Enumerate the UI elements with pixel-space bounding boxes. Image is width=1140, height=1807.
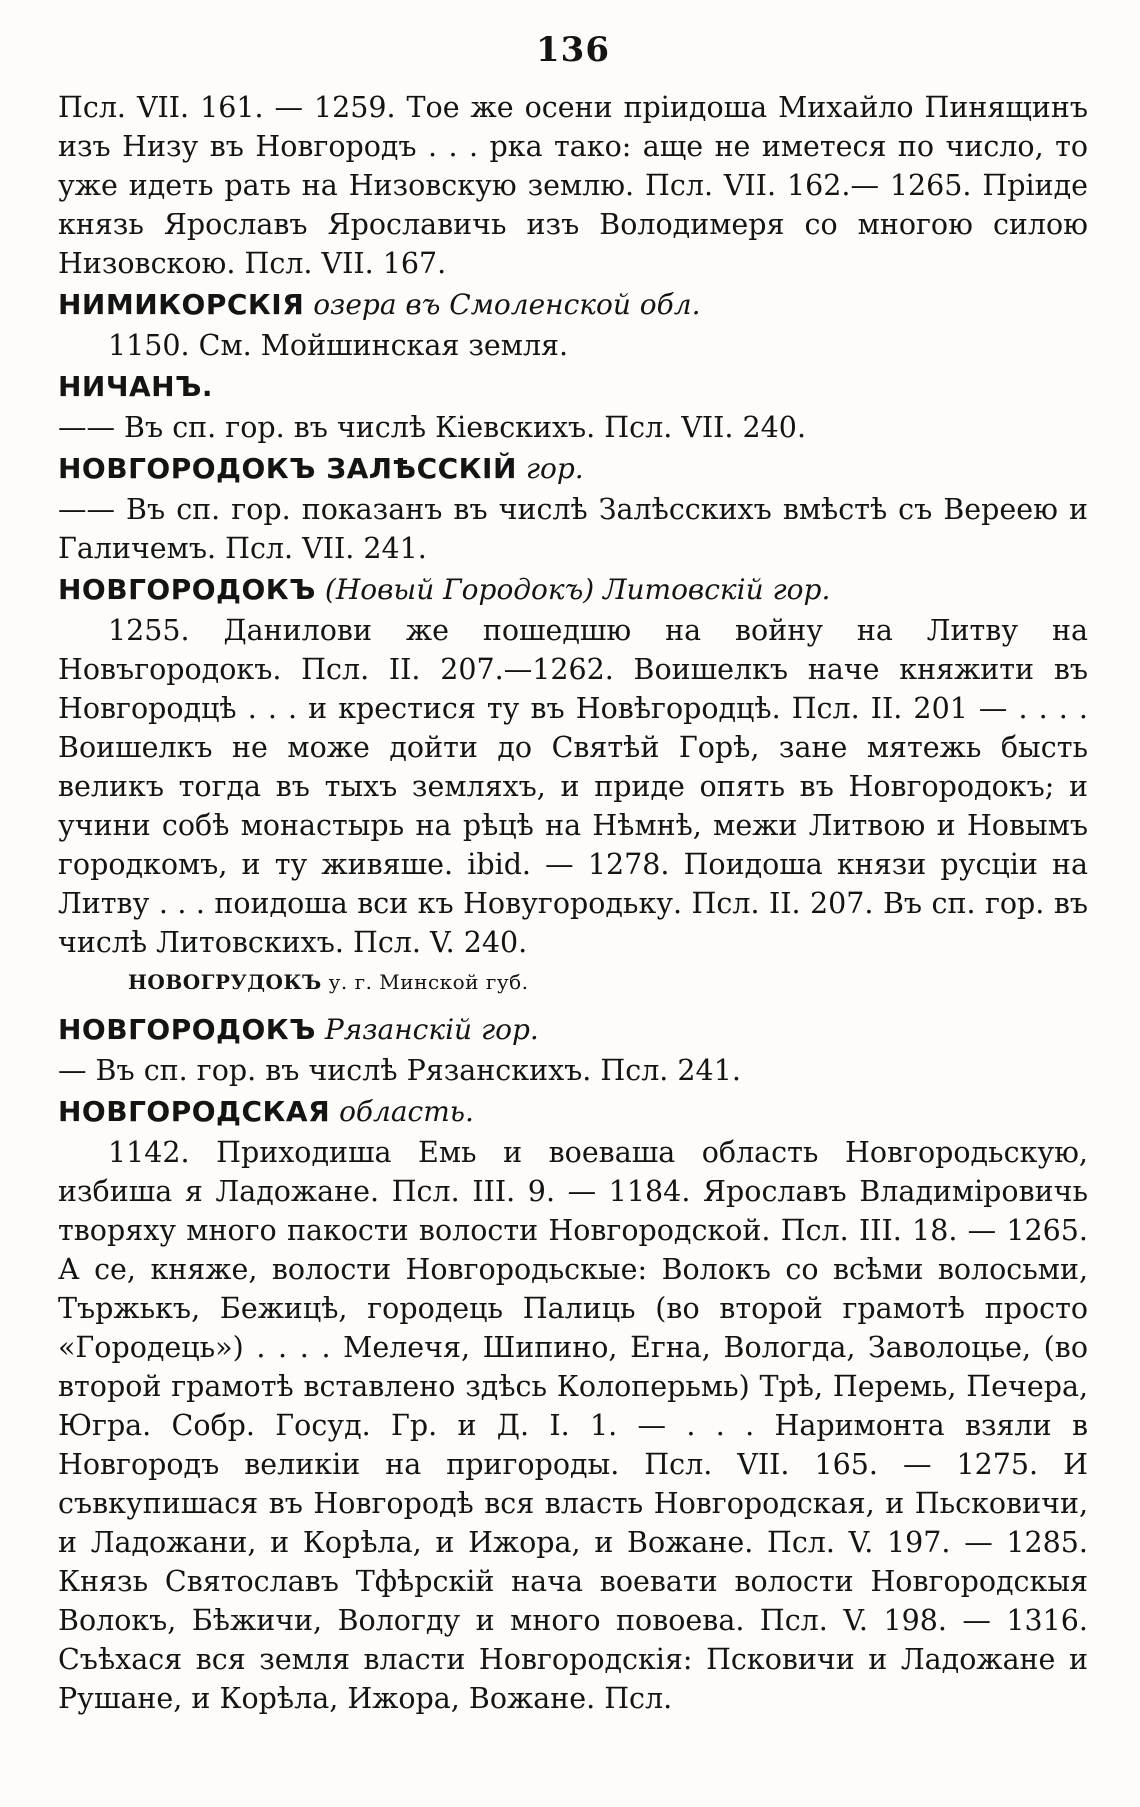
entry-heading-novgorodok-ryazanskiy: [58, 1010, 1088, 1049]
entry-headword: НОВГОРОДОКЪ: [58, 1013, 316, 1046]
modern-name-note: [128, 964, 1088, 1000]
entry-heading-novgorodok-litovskiy: [58, 570, 1088, 609]
paragraph-continuation: Псл. VII. 161. — 1259. Тое же осени пріидоша Михайло Пинящинъ изъ Низу въ Новгородъ . . . рка тако: аще не иметеся по число, то уже идеть рать на Низовскую землю. Псл. VII. 162.— 1265. Пріиде князь Ярославъ Ярославичь изъ Володимеря со многою силою Низовскою. Псл. VII. 167.: [58, 91, 1088, 280]
entry-text: 1255. Данилови же пошедшю на войну на Литву на Новъгородокъ. Псл. II. 207.—1262. Воишелкъ наче княжити въ Новгородцѣ . . . и крестися ту въ Новѣгородцѣ. Псл. II. 201 — . . . . Воишелкъ не може дойти до Святѣй Горѣ, зане мятежь бысть великъ тогда въ тыхъ земляхъ, и приде опять въ Новгородокъ; и учини собѣ монастырь на рѣцѣ на Нѣмнѣ, межи Литвою и Новымъ городкомъ, и ту живяше. ibid. — 1278. Поидоша князи русціи на Литву . . . поидоша вси къ Новугородьку. Псл. II. 207. Въ сп. гор. въ числѣ Литовскихъ. Псл. V. 240.: [58, 614, 1088, 959]
entry-heading-novgorodskaya-oblast: [58, 1092, 1088, 1131]
entry-description: область.: [339, 1095, 474, 1128]
entry-text: 1150. См. Мойшинская земля.: [108, 329, 569, 362]
entry-text: — Въ сп. гор. въ числѣ Рязанскихъ. Псл. 241.: [58, 1054, 741, 1087]
entry-description: гор.: [525, 452, 584, 485]
modern-description: у. г. Минской губ.: [328, 970, 529, 994]
entry-text: —— Въ сп. гор. показанъ въ числѣ Залѣсскихъ вмѣстѣ съ Вереею и Галичемъ. Псл. VII. 241.: [58, 493, 1088, 565]
entry-description: озера въ Смоленской обл.: [313, 288, 701, 321]
entry-text: 1142. Приходиша Емь и воеваша область Новгородьскую, избиша я Ладожане. Псл. III. 9. — 1184. Ярославъ Владиміровичь творяху много пакости волости Новгородской. Псл. III. 18. — 1265. А се, княже, волости Новгородьскые: Волокъ со всѣми волосьми, Тържькъ, Бежицѣ, городець Палиць (во второй грамотѣ просто «Городець») . . . . Мелечя, Шипино, Егна, Вологда, Заволоцье, (во второй грамотѣ вставлено здѣсь Колоперьмь) Трѣ, Перемь, Печера, Югра. Собр. Госуд. Гр. и Д. I. 1. — . . . Наримонта взяли в Новгородъ великіи на пригороды. Псл. VII. 165. — 1275. И съвкупишася въ Новгородѣ вся власть Новгородская, и Пьсковичи, и Ладожани, и Корѣла, и Ижора, и Вожане. Псл. V. 197. — 1285. Князь Святославъ Тфѣрскій нача воевати волости Новгородскыя Волокъ, Бѣжичи, Вологду и много повоева. Псл. V. 198. — 1316. Съѣхася вся земля власти Новгородскія: Псковичи и Ладожане и Рушане, и Корѣла, Ижора, Вожане. Псл.: [58, 1136, 1088, 1715]
entry-text: —— Въ сп. гор. въ числѣ Кіевскихъ. Псл. VII. 240.: [58, 411, 806, 444]
entry-heading-novgorodok-zalesskiy: [58, 449, 1088, 488]
entry-headword: НОВГОРОДОКЪ: [58, 573, 316, 606]
entry-headword: НОВГОРОДОКЪ ЗАЛѢССКІЙ: [58, 452, 517, 485]
entry-headword: НИЧАНЪ.: [58, 370, 214, 403]
modern-headword: НОВОГРУДОКЪ: [128, 970, 322, 994]
page-number: 136: [536, 30, 610, 70]
entry-headword: НОВГОРОДСКАЯ: [58, 1095, 331, 1128]
entry-heading-nichan: [58, 367, 1088, 406]
entry-heading-nimikorskiya: [58, 285, 1088, 324]
page: [58, 30, 1088, 1718]
entry-description: (Новый Городокъ) Литовскій гор.: [324, 573, 831, 606]
entry-description: Рязанскій гор.: [324, 1013, 539, 1046]
entry-headword: НИМИКОРСКІЯ: [58, 288, 305, 321]
